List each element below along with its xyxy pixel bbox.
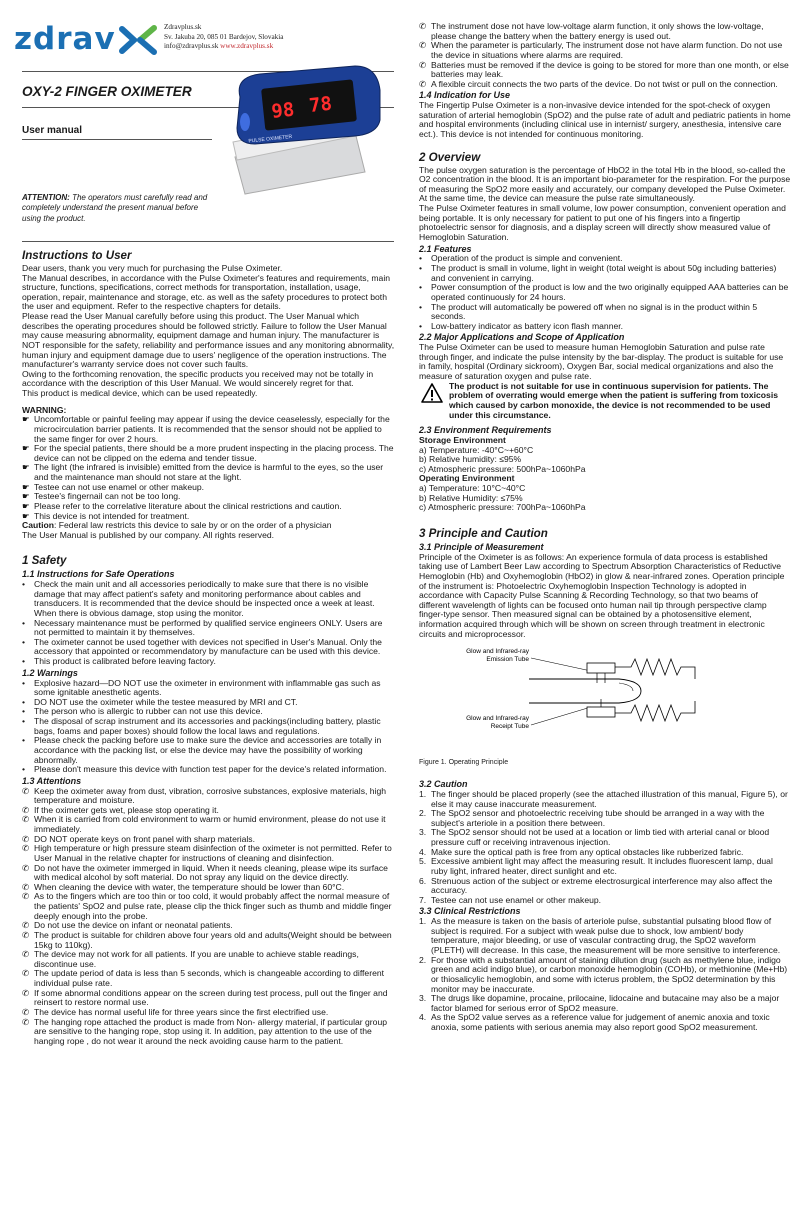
contact-block	[164, 23, 283, 52]
list-item: ✆ Batteries must be removed if the device is going to be stored for more than one month, or else batteries may leak.	[419, 59, 789, 80]
right-column	[419, 22, 791, 1033]
list-item: • The product will automatically be powered off when no signal is in the product within 5 seconds.	[419, 301, 758, 322]
fig-label-top-2: Emission Tube	[486, 656, 529, 664]
device-brand-text: PULSE OXIMETER	[248, 133, 293, 145]
list-item: ✆ Do not have the oximeter immerged in liquid. When it needs cleaning, please wipe its surface with medical alcohol by soft material. Do not spray any liquid on the device directly.	[22, 862, 388, 883]
list-item: ☛ For the special patients, there should be a more prudent inspecting in the placing process. The device can not be clipped on the edema and tender tissue.	[22, 443, 394, 463]
list-item: • Power consumption of the product is low and the two originally equipped AAA batteries can be operated continuously for 24 hours.	[419, 282, 789, 302]
company-web[interactable]: www.zdravplus.sk	[220, 42, 274, 51]
finger-outline	[529, 679, 641, 703]
hand-icon: ✆	[22, 862, 30, 873]
hand-icon: ☛	[22, 491, 30, 502]
list-item: • Please don't measure this device with function test paper for the device's related information.	[22, 764, 387, 775]
list-item: ✆ When cleaning the device with water, the temperature should be lower than 60°C.	[22, 881, 345, 892]
env-line: c) Atmospheric pressure: 500hPa~1060hPa	[419, 463, 586, 474]
list-item: ✆ The update period of data is less than 5 seconds, which is changeable according to different individual pulse rate.	[22, 968, 385, 989]
list-item: ✆ A flexible circuit connects the two parts of the device. Do not twist or pull on the connection.	[419, 78, 778, 89]
section-3-2-heading: 3.2 Caution	[419, 779, 468, 790]
logo-cross-icon	[118, 25, 158, 55]
intro-heading: Instructions to User	[22, 249, 132, 262]
list-item: ✆ The product is suitable for children above four years old and adults(Weight should be between 15kg to 110kg).	[22, 929, 392, 950]
list-item: ✆ If the oximeter gets wet, please stop operating it.	[22, 804, 219, 815]
hand-icon: ☛	[22, 462, 30, 473]
list-item: 4. As the SpO2 value serves as a reference value for judgement of anemic anoxia and toxic anoxia, some patients with serious anemia may also report good SpO2 measurement.	[419, 1012, 770, 1033]
warning-text: The product is not suitable for use in continuous supervision for patients. The problem of overrating would emerge when the patient is suffering from toxicosis which caused by carbon monoxide, the device is not recommended to be used under this circumstance.	[449, 380, 778, 420]
receipt-circuit	[615, 701, 695, 721]
list-item: • Check the main unit and all accessories periodically to make sure that there is no visible damage that may affect patient's safety and monitoring performance about cables and transducers. It is recommended that the device should be inspected once a week at least. When there is obvious damage, stop using the monitor.	[22, 579, 375, 618]
hand-icon: ☛	[22, 500, 30, 511]
list-item: 3. The SpO2 sensor should not be used at a location or limb tied with arterial canal or blood pressure cuff or receiving intravenous injection.	[419, 827, 770, 848]
doc-title: OXY-2 FINGER OXIMETER	[22, 84, 192, 99]
fingernail	[619, 683, 633, 691]
hand-icon: ✆	[22, 1016, 30, 1027]
overview-para: The pulse oxygen saturation is the percentage of HbO2 in the total Hb in the blood, so-called the O2 concentration in the blood. It is an important bio-parameter for the respiration. For the purpose of measuring the SpO2 more easily and accurately, our company developed the Pulse Oximeter.	[419, 164, 791, 194]
env-line: b) Relative humidity: ≤95%	[419, 454, 522, 465]
list-item: ☛ Testee's fingernail can not be too long.	[22, 491, 181, 502]
list-item: 1. The finger should be placed properly (see the attached illustration of this manual, Figure 5), or else it may cause inaccurate measurement.	[419, 788, 788, 809]
list-item: • The disposal of scrap instrument and its accessories and packings(including battery, plastic bags, foams and paper boxes) should follow the local laws and regulations.	[22, 716, 381, 736]
list-item: 7. Testee can not use enamel or other makeup.	[419, 894, 602, 905]
emission-circuit	[615, 659, 695, 679]
list-item: • Necessary maintenance must be performed by qualified service engineers ONLY. Users are not permitted to maintain it by themselves.	[22, 617, 383, 638]
section-1-3-heading: 1.3 Attentions	[22, 775, 82, 786]
section-1-1-heading: 1.1 Instructions for Safe Operations	[22, 569, 175, 580]
figure-caption: Figure 1. Operating Principle	[419, 759, 509, 767]
intro-para: Dear users, thank you very much for purchasing the Pulse Oximeter.	[22, 262, 283, 273]
intro-para: Owing to the forthcoming renovation, the specific products you received may not be totally in accordance with the description of this User Manual. We would sincerely regret for that.	[22, 368, 374, 389]
emission-tube	[587, 663, 615, 673]
warning-label: WARNING:	[22, 404, 67, 415]
principle-diagram	[419, 645, 791, 757]
oximeter-device-illustration	[215, 62, 385, 202]
principle-text: Principle of the Oximeter is as follows: An experience formula of data process is established taking use of Lambert Beer Law according to Spectrum Absorption Characteristics of Reductive Hemoglobin (Hb) and Oxyhemoglobin (HbO2) in glow & near-infrared zones. Operation principle of the instrument is: Photoelectric Oxyhemoglobin Inspection Technology is adopted in accordance with Capacity Pulse Scanning & Recording Technology, so that two beams of different wavelength of lights can be focused onto human nail tip through perspective clamp finger-type sensor. Then measured signal can be obtained by a photosensitive element, information acquired through which will be shown on screen through treatment in electronic circuits and microprocessor.	[419, 551, 785, 639]
list-item: • The oximeter cannot be used together with devices not specified in User's Manual. Only the accessory that appointed or recommendatory by manufacture can be used with this device.	[22, 636, 382, 657]
list-item: 1. As the measure is taken on the basis of arteriole pulse, substantial pulsating blood flow of subject is required. For a subject with weak pulse due to shock, low ambient/ body temperature, major bleeding, or use of vascular contracting drug, the SpO2 waveform (PLETH) will decrease. In this case, the measurement will be more sensitive to interference.	[419, 916, 781, 956]
hand-icon: ✆	[22, 833, 30, 844]
list-item: ✆ Do not use the device on infant or neonatal patients.	[22, 920, 233, 931]
list-item: 3. The drugs like dopamine, procaine, prilocaine, lidocaine and butacaine may also be a major factor blamed for serious error of SpO2 measure.	[419, 993, 780, 1013]
list-item: ✆ DO NOT operate keys on front panel with sharp materials.	[22, 833, 255, 844]
list-item: ✆ The instrument dose not have low-voltage alarm function, it only shows the low-voltage, please change the battery when the battery energy is used out.	[419, 21, 764, 41]
hand-icon: ✆	[419, 21, 427, 31]
hand-icon: ✆	[22, 949, 30, 960]
list-item: 2. The SpO2 sensor and photoelectric receiving tube should be arranged in a way with the subject's arteriole in a position there between.	[419, 808, 765, 828]
hand-icon: ✆	[22, 785, 30, 796]
section-2-1-heading: 2.1 Features	[419, 243, 472, 254]
overview-para: At the same time, the device can measure the pulse rate simultaneously.	[419, 193, 695, 204]
list-item: ✆ The device has normal useful life for three years since the first electrified use.	[22, 1006, 329, 1017]
hand-icon: ☛	[22, 481, 30, 492]
hand-icon: ✆	[22, 814, 30, 825]
display-pulse: 78	[307, 92, 334, 117]
hand-icon: ✆	[22, 920, 30, 931]
hand-icon: ✆	[22, 891, 30, 902]
list-item: • Explosive hazard—DO NOT use the oximeter in environment with inflammable gas such as some ignitable anesthetic agents.	[22, 677, 381, 698]
list-item: ✆ When the parameter is particularly, The instrument dose not have alarm function. Do not use the device in situations where alarms are required.	[419, 40, 783, 60]
list-item: ✆ The hanging rope attached the product is made from Non- allergy material, if particular group are sensitive to the hanging rope, stop using it. In addition, pay attention to the use of the hanging rope , do not wear it around the neck avoiding cause harm to the patient.	[22, 1016, 388, 1046]
published-note: The User Manual is published by our company. All rights reserved.	[22, 529, 275, 540]
section-2-2-heading: 2.2 Major Applications and Scope of Application	[419, 332, 625, 343]
list-item: ☛ The light (the infrared is invisible) emitted from the device is harmful to the eyes, so the user and the maintenance man should not stare at the light.	[22, 462, 384, 483]
device-power-button	[240, 113, 250, 131]
hand-icon: ✆	[22, 1006, 30, 1017]
hand-icon: ✆	[419, 59, 427, 70]
storage-label: Storage Environment	[419, 434, 506, 445]
attention-rule	[22, 241, 394, 242]
section-1-2-heading: 1.2 Warnings	[22, 667, 78, 678]
section-3-1-heading: 3.1 Principle of Measurement	[419, 541, 544, 552]
caution-note: Caution: Federal law restricts this device to sale by or on the order of a physician	[22, 520, 332, 531]
display-spo2: 98	[270, 98, 296, 123]
attention-label: ATTENTION:	[22, 193, 70, 202]
company-email[interactable]: info@zdravplus.sk	[164, 42, 219, 51]
indication-text: The Fingertip Pulse Oximeter is a non-invasive device intended for the spot-check of oxygen saturation of arterial hemoglobin (SpO2) and the pulse rate of adult and pediatric patients in home and hospital environments (including clinical use in internist/ surgery, anesthesia, intensive care ect.). This device is not intended for continuous monitoring.	[419, 100, 791, 140]
section-3-heading: 3 Principle and Caution	[419, 526, 548, 540]
fig-label-bottom-1: Glow and Infrared-ray	[466, 715, 529, 723]
hand-icon: ☛	[22, 443, 30, 454]
hand-icon: ✆	[22, 804, 30, 815]
operating-principle-figure	[419, 645, 791, 757]
company-address: Sv. Jakuba 20, 085 01 Bardejov, Slovakia	[164, 32, 284, 41]
env-line: c) Atmospheric pressure: 700hPa~1060hPa	[419, 502, 586, 513]
hand-icon: ☛	[22, 510, 30, 521]
list-item: • This product is calibrated before leaving factory.	[22, 656, 216, 667]
hand-icon: ✆	[419, 40, 427, 51]
list-item: ☛ Uncomfortable or painful feeling may appear if using the device ceaselessly, especially for the microcirculation barrier patients. It is recommended that the sensor should not be applied to the same finger for over 2 hours.	[22, 414, 390, 444]
list-item: • Please check the packing before use to make sure the device and accessories are totally in accordance with the packing list, or else the device may have the possibility of working abnormally.	[22, 735, 382, 765]
section-3-3-heading: 3.3 Clinical Restrictions	[419, 906, 521, 917]
logo-wordmark: zdrav	[14, 21, 116, 57]
section-1-heading: 1 Safety	[22, 554, 67, 568]
hand-icon: ✆	[22, 929, 30, 940]
hand-icon: ✆	[22, 968, 30, 979]
list-item: • Operation of the product is simple and convenient.	[419, 253, 623, 264]
list-item: • DO NOT use the oximeter while the testee measured by MRI and CT.	[22, 696, 298, 707]
hand-icon: ✆	[22, 881, 30, 892]
list-item: ✆ If some abnormal conditions appear on the screen during test process, pull out the finger and reinsert to restore normal use.	[22, 987, 388, 1008]
list-item: • The person who is allergic to rubber can not use this device.	[22, 706, 263, 717]
section-1-4-heading: 1.4 Indication for Use	[419, 90, 511, 101]
list-item: ✆ The device may not work for all patients. If you are unable to achieve stable readings, discontinue use.	[22, 949, 359, 969]
env-line: a) Temperature: -40°C~+60°C	[419, 444, 534, 455]
warning-list	[22, 415, 395, 521]
warning-box	[419, 382, 791, 421]
section-2-3-heading: 2.3 Environment Requirements	[419, 425, 552, 436]
fig-label-top-1: Glow and Infrared-ray	[466, 648, 529, 656]
list-item: • The product is small in volume, light in weight (total weight is about 50g including batteries) and convenient in carrying.	[419, 263, 777, 283]
receipt-tube	[587, 707, 615, 717]
attention-note	[22, 193, 217, 224]
section-2-heading: 2 Overview	[419, 150, 481, 164]
left-column	[22, 249, 395, 1046]
attention-text: The operators must carefully read and completely understand the present manual before using the product.	[22, 193, 208, 223]
list-item: ☛ This device is not intended for treatment.	[22, 510, 190, 521]
env-line: a) Temperature: 10°C~40°C	[419, 483, 526, 494]
applications-text: The Pulse Oximeter can be used to measure human Hemoglobin Saturation and pulse rate through finger, and indicate the pulse intensity by the bar-display. The product is suitable for use in family, hospital (Ordinary sickroom), Oxygen Bar, social medical organizations and also the measure of saturation oxygen and pulse rate.	[419, 342, 784, 382]
operating-label: Operating Environment	[419, 473, 515, 484]
list-item: ✆ When it is carried from cold environment to warm or humid environment, please do not use it immediately.	[22, 814, 386, 835]
subtitle-rule	[22, 139, 212, 140]
company-name: Zdravplus.sk	[164, 23, 202, 31]
intro-para: This product is medical device, which can be used repeatedly.	[22, 388, 258, 399]
list-item: ☛ Testee can not use enamel or other makeup.	[22, 481, 205, 492]
list-item: ✆ High temperature or high pressure steam disinfection of the oximeter is not permitted. Refer to User Manual in the relative chapter for instructions of cleaning and disinfection.	[22, 843, 392, 863]
list-item: 4. Make sure the optical path is free from any optical obstacles like rubberized fabric.	[419, 846, 744, 857]
list-item: 2. For those with a substantial amount of staining dilution drug (such as methylene blue, indigo green and acid indigo blue), or carbon monoxide hemoglobin (COHb), or methionine (Me+Hb) or thiosalicylic hemoglobin, and some with icterus problem, the SpO2 determination by this monitor may be inaccurate.	[419, 954, 788, 994]
doc-subtitle: User manual	[22, 125, 83, 136]
brand-header	[14, 22, 304, 62]
overview-para: The Pulse Oximeter features in small volume, low power consumption, convenient operation and being portable. It is only necessary for patient to put one of his fingers into a fingertip photoelectric sensor for diagnosis, and a display screen will directly show measured value of Hemoglobin Saturation.	[419, 203, 786, 242]
list-item: ✆ As to the fingers which are too thin or too cold, it would probably affect the normal measure of the patients' SpO2 and pulse rate, please clip the thick finger such as thumb and middle finger deeply enough into the probe.	[22, 891, 392, 921]
intro-para: The Manual describes, in accordance with the Pulse Oximeter's features and requirements, main structure, functions, specifications, correct methods for transportation, installation, usage, operation, repair, maintenance and storage, etc. as well as the safety procedures to protect both the user and equipment. Refer to the respective chapters for details.	[22, 272, 391, 312]
list-item: • Low-battery indicator as battery icon flash manner.	[419, 320, 624, 331]
list-item: ☛ Please refer to the correlative literature about the clinical restrictions and caution.	[22, 500, 342, 511]
env-line: b) Relative Humidity: ≤75%	[419, 492, 523, 503]
intro-para: Please read the User Manual carefully before using this product. The User Manual which describes the operating procedures should be followed strictly. Failure to follow the User Manual may cause measuring abnormality, equipment damage and human injury. The manufacturer is NOT responsible for the safety, reliability and performance issues and any monitoring abnormality, human injury and equipment damage due to users' negligence of the operation instructions. The manufacturer's warranty service does not cover such faults.	[22, 311, 395, 370]
hand-icon: ✆	[419, 78, 427, 89]
hand-icon: ✆	[22, 843, 30, 854]
list-item: 5. Excessive ambient light may affect the measuring result. It includes fluorescent lamp, dual ruby light, infrared heater, direct sunlight and etc.	[419, 856, 773, 876]
fig-label-bottom-2: Receipt Tube	[490, 723, 529, 731]
warning-triangle-icon	[421, 383, 443, 403]
list-item: ✆ Keep the oximeter away from dust, vibration, corrosive substances, explosive materials, high temperature and moisture.	[22, 785, 387, 806]
hand-icon: ✆	[22, 987, 30, 998]
hand-icon: ☛	[22, 414, 30, 425]
list-item: 6. Strenuous action of the subject or extreme electrosurgical interference may also affect the accuracy.	[419, 875, 773, 896]
